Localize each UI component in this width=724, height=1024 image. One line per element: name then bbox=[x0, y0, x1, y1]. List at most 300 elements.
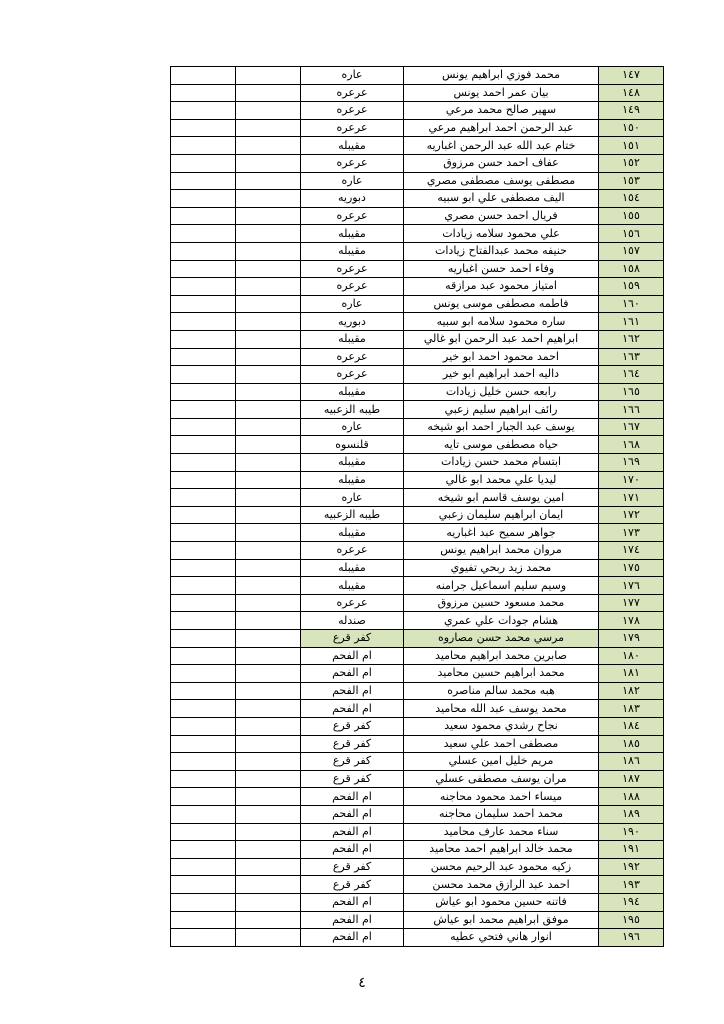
empty-cell bbox=[171, 383, 236, 401]
table-row bbox=[171, 559, 664, 577]
empty-cell bbox=[236, 260, 301, 278]
name-cell: سناء محمد عارف محاميد bbox=[404, 823, 599, 841]
empty-cell bbox=[236, 366, 301, 384]
table-row bbox=[171, 823, 664, 841]
empty-cell bbox=[171, 436, 236, 454]
name-cell: محمد مسعود حسين مرزوق bbox=[404, 594, 599, 612]
table-row bbox=[171, 735, 664, 753]
empty-cell bbox=[171, 559, 236, 577]
table-row bbox=[171, 717, 664, 735]
table-row bbox=[171, 366, 664, 384]
name-cell: احمد عبد الرازق محمد محسن bbox=[404, 876, 599, 894]
empty-cell bbox=[236, 876, 301, 894]
name-cell: ختام عبد الله عبد الرحمن اغباريه bbox=[404, 137, 599, 155]
name-cell: ليديا علي محمد ابو غالي bbox=[404, 471, 599, 489]
number-cell: ١٥٤ bbox=[599, 190, 664, 208]
empty-cell bbox=[171, 137, 236, 155]
empty-cell bbox=[236, 682, 301, 700]
number-cell: ١٩٤ bbox=[599, 893, 664, 911]
empty-cell bbox=[236, 647, 301, 665]
town-cell: عرعره bbox=[301, 119, 404, 137]
table-row bbox=[171, 805, 664, 823]
table-row bbox=[171, 542, 664, 560]
empty-cell bbox=[236, 506, 301, 524]
town-cell: ام الفحم bbox=[301, 841, 404, 859]
name-cell: داليه احمد ابراهيم ابو خير bbox=[404, 366, 599, 384]
empty-cell bbox=[171, 805, 236, 823]
number-cell: ١٦١ bbox=[599, 313, 664, 331]
number-cell: ١٥٨ bbox=[599, 260, 664, 278]
empty-cell bbox=[171, 753, 236, 771]
town-cell: ام الفحم bbox=[301, 893, 404, 911]
number-cell: ١٨٢ bbox=[599, 682, 664, 700]
town-cell: عاره bbox=[301, 295, 404, 313]
town-cell: عرعره bbox=[301, 260, 404, 278]
town-cell: ام الفحم bbox=[301, 929, 404, 947]
empty-cell bbox=[171, 260, 236, 278]
name-cell: فاتنه حسين محمود ابو عياش bbox=[404, 893, 599, 911]
town-cell: مقيبله bbox=[301, 454, 404, 472]
empty-cell bbox=[236, 401, 301, 419]
town-cell: ام الفحم bbox=[301, 823, 404, 841]
number-cell: ١٨٥ bbox=[599, 735, 664, 753]
empty-cell bbox=[171, 542, 236, 560]
number-cell: ١٨٠ bbox=[599, 647, 664, 665]
name-cell: صابرين محمد ابراهيم محاميد bbox=[404, 647, 599, 665]
empty-cell bbox=[171, 401, 236, 419]
empty-cell bbox=[171, 225, 236, 243]
empty-cell bbox=[236, 577, 301, 595]
town-cell: ام الفحم bbox=[301, 788, 404, 806]
table-row bbox=[171, 753, 664, 771]
table-row bbox=[171, 454, 664, 472]
town-cell: مقيبله bbox=[301, 471, 404, 489]
number-cell: ١٨١ bbox=[599, 665, 664, 683]
name-cell: مران يوسف مصطفى عسلي bbox=[404, 770, 599, 788]
empty-cell bbox=[236, 190, 301, 208]
table-row bbox=[171, 893, 664, 911]
town-cell: عاره bbox=[301, 67, 404, 85]
empty-cell bbox=[171, 893, 236, 911]
table-row bbox=[171, 858, 664, 876]
table-row bbox=[171, 313, 664, 331]
empty-cell bbox=[171, 102, 236, 120]
number-cell: ١٧٩ bbox=[599, 630, 664, 648]
empty-cell bbox=[236, 841, 301, 859]
name-cell: محمد احمد سليمان محاجنه bbox=[404, 805, 599, 823]
empty-cell bbox=[171, 858, 236, 876]
empty-cell bbox=[236, 805, 301, 823]
number-cell: ١٥٥ bbox=[599, 207, 664, 225]
empty-cell bbox=[236, 242, 301, 260]
table-row bbox=[171, 383, 664, 401]
table-row bbox=[171, 682, 664, 700]
table-row bbox=[171, 471, 664, 489]
empty-cell bbox=[236, 436, 301, 454]
empty-cell bbox=[236, 313, 301, 331]
town-cell: كفر قرع bbox=[301, 717, 404, 735]
empty-cell bbox=[171, 700, 236, 718]
empty-cell bbox=[236, 542, 301, 560]
empty-cell bbox=[171, 630, 236, 648]
town-cell: ام الفحم bbox=[301, 665, 404, 683]
table-row bbox=[171, 348, 664, 366]
name-cell: محمد فوزي ابراهيم يونس bbox=[404, 67, 599, 85]
empty-cell bbox=[236, 929, 301, 947]
table-row bbox=[171, 876, 664, 894]
town-cell: عرعره bbox=[301, 594, 404, 612]
table-row bbox=[171, 506, 664, 524]
number-cell: ١٩٠ bbox=[599, 823, 664, 841]
empty-cell bbox=[171, 823, 236, 841]
town-cell: عرعره bbox=[301, 102, 404, 120]
table-row bbox=[171, 647, 664, 665]
name-cell: نجاح رشدي محمود سعيد bbox=[404, 717, 599, 735]
town-cell: طيبه الزعبيه bbox=[301, 401, 404, 419]
table-row bbox=[171, 665, 664, 683]
empty-cell bbox=[171, 682, 236, 700]
page-number: ٤ bbox=[358, 975, 366, 991]
empty-cell bbox=[236, 911, 301, 929]
empty-cell bbox=[171, 207, 236, 225]
number-cell: ١٥٣ bbox=[599, 172, 664, 190]
town-cell: كفر قرع bbox=[301, 630, 404, 648]
roster-table bbox=[170, 66, 664, 947]
town-cell: عرعره bbox=[301, 84, 404, 102]
table-row bbox=[171, 278, 664, 296]
table-row bbox=[171, 418, 664, 436]
table-row bbox=[171, 594, 664, 612]
number-cell: ١٧٦ bbox=[599, 577, 664, 595]
name-cell: احمد محمود احمد ابو خير bbox=[404, 348, 599, 366]
number-cell: ١٨٩ bbox=[599, 805, 664, 823]
number-cell: ١٨٤ bbox=[599, 717, 664, 735]
name-cell: مرسي محمد حسن مصاروه bbox=[404, 630, 599, 648]
table-row bbox=[171, 524, 664, 542]
empty-cell bbox=[236, 612, 301, 630]
name-cell: هبه محمد سالم مناصره bbox=[404, 682, 599, 700]
empty-cell bbox=[236, 84, 301, 102]
empty-cell bbox=[171, 348, 236, 366]
table-row bbox=[171, 911, 664, 929]
name-cell: فريال احمد حسن مصري bbox=[404, 207, 599, 225]
empty-cell bbox=[171, 524, 236, 542]
number-cell: ١٦٢ bbox=[599, 330, 664, 348]
name-cell: هشام جودات علي عمري bbox=[404, 612, 599, 630]
name-cell: رائف ابراهيم سليم زعبي bbox=[404, 401, 599, 419]
empty-cell bbox=[236, 418, 301, 436]
number-cell: ١٧٧ bbox=[599, 594, 664, 612]
town-cell: ام الفحم bbox=[301, 647, 404, 665]
town-cell: عاره bbox=[301, 418, 404, 436]
empty-cell bbox=[236, 788, 301, 806]
number-cell: ١٤٨ bbox=[599, 84, 664, 102]
empty-cell bbox=[171, 242, 236, 260]
empty-cell bbox=[171, 278, 236, 296]
name-cell: ميساء احمد محمود محاجنه bbox=[404, 788, 599, 806]
town-cell: عرعره bbox=[301, 348, 404, 366]
town-cell: ام الفحم bbox=[301, 700, 404, 718]
empty-cell bbox=[236, 348, 301, 366]
table-row bbox=[171, 242, 664, 260]
name-cell: عفاف احمد حسن مرزوق bbox=[404, 154, 599, 172]
empty-cell bbox=[236, 893, 301, 911]
town-cell: قلنسوه bbox=[301, 436, 404, 454]
name-cell: انوار هاني فتحي عطيه bbox=[404, 929, 599, 947]
number-cell: ١٧١ bbox=[599, 489, 664, 507]
number-cell: ١٦٨ bbox=[599, 436, 664, 454]
empty-cell bbox=[236, 383, 301, 401]
empty-cell bbox=[171, 788, 236, 806]
town-cell: مقيبله bbox=[301, 137, 404, 155]
empty-cell bbox=[236, 137, 301, 155]
table-row bbox=[171, 119, 664, 137]
name-cell: وفاء احمد حسن اغباريه bbox=[404, 260, 599, 278]
name-cell: مصطفى يوسف مصطفى مصري bbox=[404, 172, 599, 190]
empty-cell bbox=[171, 190, 236, 208]
number-cell: ١٦٦ bbox=[599, 401, 664, 419]
name-cell: زكيه محمود عبد الرحيم محسن bbox=[404, 858, 599, 876]
name-cell: ساره محمود سلامه ابو سبيه bbox=[404, 313, 599, 331]
empty-cell bbox=[236, 559, 301, 577]
name-cell: وسيم سليم اسماعيل جرامنه bbox=[404, 577, 599, 595]
empty-cell bbox=[171, 665, 236, 683]
town-cell: مقيبله bbox=[301, 524, 404, 542]
empty-cell bbox=[236, 700, 301, 718]
empty-cell bbox=[171, 84, 236, 102]
name-cell: فاطمه مصطفى موسى يونس bbox=[404, 295, 599, 313]
name-cell: مروان محمد ابراهيم يونس bbox=[404, 542, 599, 560]
table-row bbox=[171, 929, 664, 947]
name-cell: ايمان ابراهيم سليمان زعبي bbox=[404, 506, 599, 524]
table-row bbox=[171, 67, 664, 85]
table-row bbox=[171, 190, 664, 208]
town-cell: عرعره bbox=[301, 154, 404, 172]
table-row bbox=[171, 154, 664, 172]
empty-cell bbox=[171, 330, 236, 348]
name-cell: ابتسام محمد حسن زيادات bbox=[404, 454, 599, 472]
table-row bbox=[171, 137, 664, 155]
number-cell: ١٧٠ bbox=[599, 471, 664, 489]
table-row bbox=[171, 207, 664, 225]
table-row bbox=[171, 577, 664, 595]
empty-cell bbox=[236, 172, 301, 190]
empty-cell bbox=[171, 313, 236, 331]
town-cell: مقيبله bbox=[301, 330, 404, 348]
empty-cell bbox=[171, 717, 236, 735]
town-cell: مقيبله bbox=[301, 577, 404, 595]
number-cell: ١٨٧ bbox=[599, 770, 664, 788]
empty-cell bbox=[236, 753, 301, 771]
empty-cell bbox=[236, 630, 301, 648]
name-cell: رابعه حسن خليل زيادات bbox=[404, 383, 599, 401]
name-cell: عبد الرحمن احمد ابراهيم مرعي bbox=[404, 119, 599, 137]
number-cell: ١٤٧ bbox=[599, 67, 664, 85]
town-cell: ام الفحم bbox=[301, 682, 404, 700]
number-cell: ١٧٥ bbox=[599, 559, 664, 577]
name-cell: اليف مصطفى علي ابو سبيه bbox=[404, 190, 599, 208]
table-row bbox=[171, 770, 664, 788]
empty-cell bbox=[171, 911, 236, 929]
number-cell: ١٦٤ bbox=[599, 366, 664, 384]
empty-cell bbox=[171, 67, 236, 85]
number-cell: ١٧٢ bbox=[599, 506, 664, 524]
town-cell: ام الفحم bbox=[301, 805, 404, 823]
number-cell: ١٥٧ bbox=[599, 242, 664, 260]
number-cell: ١٩٦ bbox=[599, 929, 664, 947]
empty-cell bbox=[171, 612, 236, 630]
town-cell: كفر قرع bbox=[301, 770, 404, 788]
name-cell: امتياز محمود عبد مرازقه bbox=[404, 278, 599, 296]
table-row bbox=[171, 260, 664, 278]
empty-cell bbox=[171, 594, 236, 612]
name-cell: موفق ابراهيم محمد ابو عياش bbox=[404, 911, 599, 929]
empty-cell bbox=[171, 119, 236, 137]
table-row bbox=[171, 102, 664, 120]
number-cell: ١٧٣ bbox=[599, 524, 664, 542]
town-cell: دبوريه bbox=[301, 190, 404, 208]
empty-cell bbox=[236, 119, 301, 137]
number-cell: ١٩٢ bbox=[599, 858, 664, 876]
empty-cell bbox=[171, 454, 236, 472]
empty-cell bbox=[236, 524, 301, 542]
name-cell: امين يوسف قاسم ابو شيخه bbox=[404, 489, 599, 507]
town-cell: عرعره bbox=[301, 207, 404, 225]
table-row bbox=[171, 788, 664, 806]
name-cell: علي محمود سلامه زيادات bbox=[404, 225, 599, 243]
number-cell: ١٦٩ bbox=[599, 454, 664, 472]
town-cell: كفر قرع bbox=[301, 858, 404, 876]
number-cell: ١٥٠ bbox=[599, 119, 664, 137]
town-cell: كفر قرع bbox=[301, 753, 404, 771]
number-cell: ١٦٣ bbox=[599, 348, 664, 366]
empty-cell bbox=[236, 278, 301, 296]
town-cell: عرعره bbox=[301, 542, 404, 560]
empty-cell bbox=[236, 735, 301, 753]
empty-cell bbox=[236, 102, 301, 120]
town-cell: مقيبله bbox=[301, 242, 404, 260]
empty-cell bbox=[236, 330, 301, 348]
empty-cell bbox=[236, 489, 301, 507]
number-cell: ١٦٥ bbox=[599, 383, 664, 401]
empty-cell bbox=[236, 295, 301, 313]
empty-cell bbox=[236, 67, 301, 85]
empty-cell bbox=[236, 454, 301, 472]
empty-cell bbox=[236, 717, 301, 735]
number-cell: ١٧٨ bbox=[599, 612, 664, 630]
town-cell: مقيبله bbox=[301, 559, 404, 577]
empty-cell bbox=[236, 665, 301, 683]
empty-cell bbox=[171, 489, 236, 507]
empty-cell bbox=[236, 154, 301, 172]
empty-cell bbox=[171, 418, 236, 436]
empty-cell bbox=[171, 366, 236, 384]
town-cell: دبوريه bbox=[301, 313, 404, 331]
number-cell: ١٧٤ bbox=[599, 542, 664, 560]
empty-cell bbox=[171, 295, 236, 313]
empty-cell bbox=[171, 154, 236, 172]
table-row bbox=[171, 401, 664, 419]
table-row bbox=[171, 630, 664, 648]
roster-body bbox=[171, 67, 664, 947]
name-cell: سهير صالح محمد مرعي bbox=[404, 102, 599, 120]
number-cell: ١٩١ bbox=[599, 841, 664, 859]
table-row bbox=[171, 84, 664, 102]
empty-cell bbox=[236, 770, 301, 788]
number-cell: ١٩٥ bbox=[599, 911, 664, 929]
empty-cell bbox=[171, 506, 236, 524]
town-cell: عرعره bbox=[301, 366, 404, 384]
table-row bbox=[171, 612, 664, 630]
empty-cell bbox=[171, 735, 236, 753]
empty-cell bbox=[171, 770, 236, 788]
number-cell: ١٦٠ bbox=[599, 295, 664, 313]
name-cell: يوسف عبد الجبار احمد ابو شيخه bbox=[404, 418, 599, 436]
name-cell: محمد يوسف عبد الله محاميد bbox=[404, 700, 599, 718]
name-cell: جواهر سميح عبد اغباريه bbox=[404, 524, 599, 542]
name-cell: مريم خليل امين عسلي bbox=[404, 753, 599, 771]
empty-cell bbox=[171, 647, 236, 665]
name-cell: ابراهيم احمد عبد الرحمن ابو غالي bbox=[404, 330, 599, 348]
empty-cell bbox=[171, 577, 236, 595]
town-cell: مقيبله bbox=[301, 383, 404, 401]
table-row bbox=[171, 172, 664, 190]
name-cell: مصطفى احمد علي سعيد bbox=[404, 735, 599, 753]
name-cell: حياه مصطفى موسى تايه bbox=[404, 436, 599, 454]
table-row bbox=[171, 295, 664, 313]
number-cell: ١٥٩ bbox=[599, 278, 664, 296]
town-cell: كفر قرع bbox=[301, 735, 404, 753]
empty-cell bbox=[171, 841, 236, 859]
name-cell: حنيفه محمد عبدالفتاح زيادات bbox=[404, 242, 599, 260]
empty-cell bbox=[236, 207, 301, 225]
table-row bbox=[171, 330, 664, 348]
empty-cell bbox=[171, 172, 236, 190]
town-cell: عاره bbox=[301, 489, 404, 507]
table-row bbox=[171, 841, 664, 859]
town-cell: صندله bbox=[301, 612, 404, 630]
number-cell: ١٨٨ bbox=[599, 788, 664, 806]
empty-cell bbox=[236, 471, 301, 489]
empty-cell bbox=[171, 929, 236, 947]
number-cell: ١٥٦ bbox=[599, 225, 664, 243]
empty-cell bbox=[171, 876, 236, 894]
empty-cell bbox=[236, 225, 301, 243]
number-cell: ١٨٣ bbox=[599, 700, 664, 718]
table-row bbox=[171, 225, 664, 243]
empty-cell bbox=[236, 594, 301, 612]
name-cell: محمد ابراهيم حسين محاميد bbox=[404, 665, 599, 683]
number-cell: ١٤٩ bbox=[599, 102, 664, 120]
name-cell: محمد خالد ابراهيم احمد محاميد bbox=[404, 841, 599, 859]
town-cell: مقيبله bbox=[301, 225, 404, 243]
number-cell: ١٥١ bbox=[599, 137, 664, 155]
number-cell: ١٥٢ bbox=[599, 154, 664, 172]
town-cell: عاره bbox=[301, 172, 404, 190]
empty-cell bbox=[171, 471, 236, 489]
empty-cell bbox=[236, 823, 301, 841]
name-cell: بيان عمر احمد يونس bbox=[404, 84, 599, 102]
empty-cell bbox=[236, 858, 301, 876]
name-cell: محمد زيد ربحي تفيوي bbox=[404, 559, 599, 577]
table-row bbox=[171, 436, 664, 454]
number-cell: ١٩٣ bbox=[599, 876, 664, 894]
number-cell: ١٦٧ bbox=[599, 418, 664, 436]
town-cell: ام الفحم bbox=[301, 911, 404, 929]
table-row bbox=[171, 489, 664, 507]
town-cell: طيبه الزعبيه bbox=[301, 506, 404, 524]
number-cell: ١٨٦ bbox=[599, 753, 664, 771]
